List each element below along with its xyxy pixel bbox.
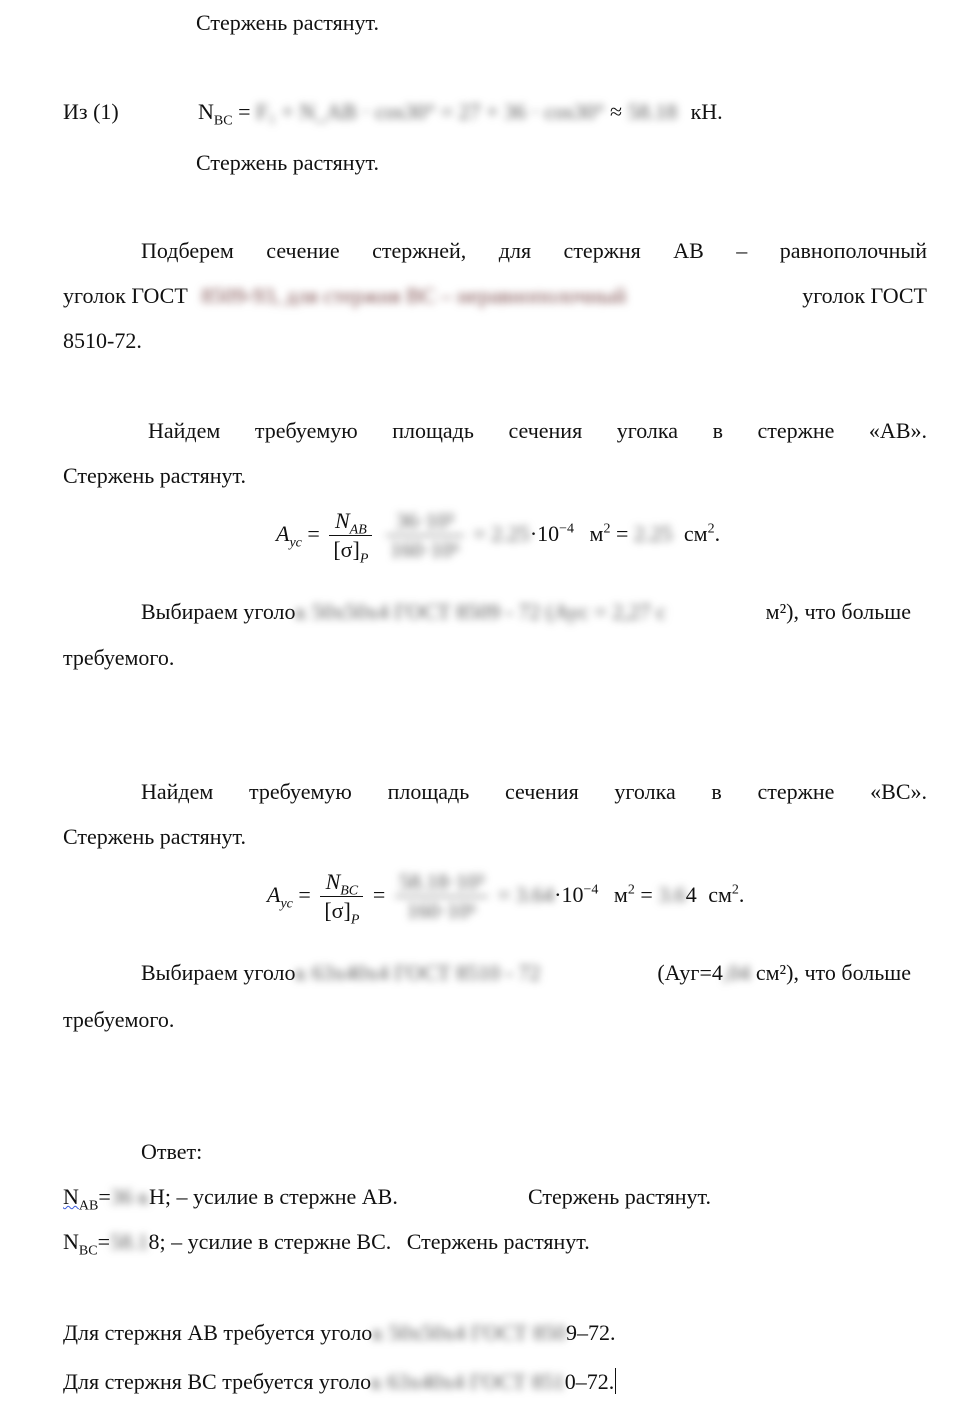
answer-nab-tail: Стержень растянут.: [528, 1184, 711, 1209]
final-bc: [63, 1368, 616, 1395]
select-line2-start: уголок ГОСТ: [63, 283, 188, 308]
choose-bc-line2: требуемого.: [63, 1007, 175, 1032]
answer-nbc: [63, 1229, 590, 1259]
para-ab-line2: Стержень растянут.: [63, 463, 246, 488]
para-bc-line2: Стержень растянут.: [63, 824, 246, 849]
answer-title: Ответ:: [141, 1139, 203, 1164]
answer-nab: [63, 1184, 398, 1214]
formula-ab-den-sub: P: [359, 551, 369, 567]
formula-ab-blur-val2: 2.25: [633, 520, 673, 546]
formula-bc: [267, 869, 745, 928]
choose-ab-start: Выбираем уголо: [141, 599, 296, 624]
formula-ab-eq2: =: [615, 520, 629, 546]
formula-ab-den: [σ]: [333, 537, 360, 563]
formula-bc-val-tail: 4: [685, 881, 697, 907]
answer-nab-n: N: [63, 1184, 79, 1209]
formula-bc-unit1: м: [613, 881, 628, 907]
select-paragraph-line1: Подберем сечение стержней, для стержня АВ – равнополочный: [141, 238, 927, 263]
choose-bc-end: см²), что больше: [755, 960, 911, 985]
formula-ab: [276, 508, 721, 567]
choose-bc-mid: (Ауг=4: [657, 960, 723, 985]
final-ab-start: Для стержня АВ требуется уголо: [63, 1320, 373, 1345]
nbc-blurred-formula: F₁ + N_AB · cos30° = 2: [256, 99, 470, 124]
formula-bc-end: .: [738, 881, 745, 907]
formula-bc-den-sub: P: [350, 912, 360, 928]
select-paragraph-line2: [63, 283, 927, 309]
formula-bc-lhs-sub: ус: [280, 896, 293, 912]
nbc-blurred-cos: 7 + 36 · cos30°: [469, 99, 605, 124]
formula-bc-eq1b: =: [372, 881, 386, 907]
formula-bc-blur-val2: 3.6: [658, 881, 686, 907]
choose-bc-blurred2: ,04: [722, 960, 751, 985]
formula-bc-unit2: см: [708, 881, 732, 907]
final-ab-blurred: к 50х50х4 ГОСТ 850: [372, 1320, 566, 1345]
answer-nab-symbol: [63, 1184, 99, 1214]
formula-bc-num: N: [325, 869, 341, 894]
formula-ab-unit2-sq: 2: [707, 521, 715, 537]
final-bc-blurred: к 63х40х4 ГОСТ 851: [371, 1369, 565, 1394]
final-ab-end: 9–72.: [565, 1320, 616, 1345]
formula-ab-num: N: [334, 508, 350, 533]
formula-bc-eq2: =: [640, 881, 653, 907]
choose-bc-right: [657, 960, 911, 986]
formula-ab-blurred-fraction: [386, 508, 464, 564]
formula-bc-unit1-sq: 2: [627, 882, 635, 898]
line-stretched-2: Стержень растянут.: [196, 150, 379, 175]
choose-bc-line1: [141, 960, 911, 986]
answer-nbc-rest: 8; – усилие в стержне ВС.: [148, 1229, 392, 1254]
formula-ab-blur-den: 160·10⁶: [389, 537, 460, 563]
formula-bc-exp: −4: [583, 882, 599, 898]
formula-ab-exp: −4: [559, 521, 575, 537]
answer-nab-sub: AB: [78, 1198, 99, 1214]
final-ab: [63, 1320, 615, 1346]
formula-bc-den: [σ]: [324, 898, 351, 924]
formula-bc-num-sub: BC: [340, 883, 359, 899]
para-ab-line1: Найдем требуемую площадь сечения уголка в стержне «АВ».: [148, 418, 927, 443]
nbc-prefix: Из (1): [63, 99, 119, 124]
formula-bc-blur-num: 58.18·10³: [395, 869, 488, 897]
nbc-equation: [198, 99, 723, 129]
formula-ab-unit1: м: [589, 520, 604, 546]
nbc-subscript: BC: [213, 113, 233, 129]
formula-bc-unit2-sq: 2: [731, 882, 739, 898]
text-cursor: [615, 1368, 616, 1394]
line-stretched-top: Стержень растянут.: [196, 10, 379, 35]
select-paragraph-line3: 8510-72.: [63, 328, 142, 353]
choose-ab-line2: требуемого.: [63, 645, 175, 670]
final-bc-end: 0–72.: [564, 1369, 615, 1394]
formula-ab-eq1: =: [307, 520, 320, 546]
nbc-approx: ≈: [609, 99, 623, 124]
answer-nab-eq: =: [98, 1184, 111, 1209]
answer-nbc-tail: Стержень растянут.: [406, 1229, 590, 1254]
formula-ab-blur-val: = 2.25: [473, 520, 530, 546]
choose-ab-line1: [141, 599, 911, 625]
formula-ab-lhs: A: [276, 520, 290, 546]
formula-ab-num-sub: AB: [349, 522, 367, 538]
choose-ab-blurred: к 50х50х4 ГОСТ 8509 - 72 (Аус = 2,27 с: [295, 599, 667, 624]
choose-bc-start: Выбираем уголо: [141, 960, 296, 985]
formula-bc-fraction: [320, 869, 363, 928]
answer-nbc-eq: =: [97, 1229, 110, 1254]
answer-nbc-n: N: [63, 1229, 79, 1254]
formula-ab-unit2: см: [683, 520, 708, 546]
nbc-symbol: N: [198, 99, 214, 124]
formula-ab-lhs-sub: ус: [289, 535, 302, 551]
formula-ab-mult: ·10: [529, 520, 560, 546]
answer-nbc-sub: BC: [78, 1243, 98, 1259]
formula-bc-blurred-fraction: [395, 869, 488, 925]
nbc-blurred-result: 58.18: [627, 99, 678, 124]
choose-bc-blurred: к 63х40х4 ГОСТ 8510 - 72: [295, 960, 541, 985]
formula-ab-unit1-sq: 2: [603, 521, 611, 537]
answer-nab-blurred: 36 к: [110, 1184, 149, 1209]
formula-bc-lhs: A: [267, 881, 281, 907]
answer-nbc-blurred: 58.1: [110, 1229, 149, 1254]
formula-bc-blur-den: 160·10⁶: [406, 898, 477, 924]
select-line2-blurred: 8509-93, для стержня ВС – неравнополочный: [201, 283, 627, 308]
final-bc-start: Для стержня ВС требуется уголо: [63, 1369, 372, 1394]
formula-ab-fraction: [329, 508, 372, 567]
nbc-unit: кН.: [690, 99, 723, 124]
answer-nab-rest: Н; – усилие в стержне АВ.: [148, 1184, 398, 1209]
formula-bc-eq1: =: [298, 881, 311, 907]
nbc-eq: =: [238, 99, 251, 124]
select-line2-end: уголок ГОСТ: [802, 283, 927, 308]
formula-ab-end: .: [714, 520, 721, 546]
choose-ab-end: м²), что больше: [765, 599, 911, 624]
formula-bc-blur-val: = 3.64: [497, 881, 555, 907]
formula-ab-blur-num: 36·10³: [386, 508, 464, 536]
formula-bc-mult: ·10: [554, 881, 584, 907]
para-bc-line1: Найдем требуемую площадь сечения уголка в стержне «ВС».: [141, 779, 927, 804]
